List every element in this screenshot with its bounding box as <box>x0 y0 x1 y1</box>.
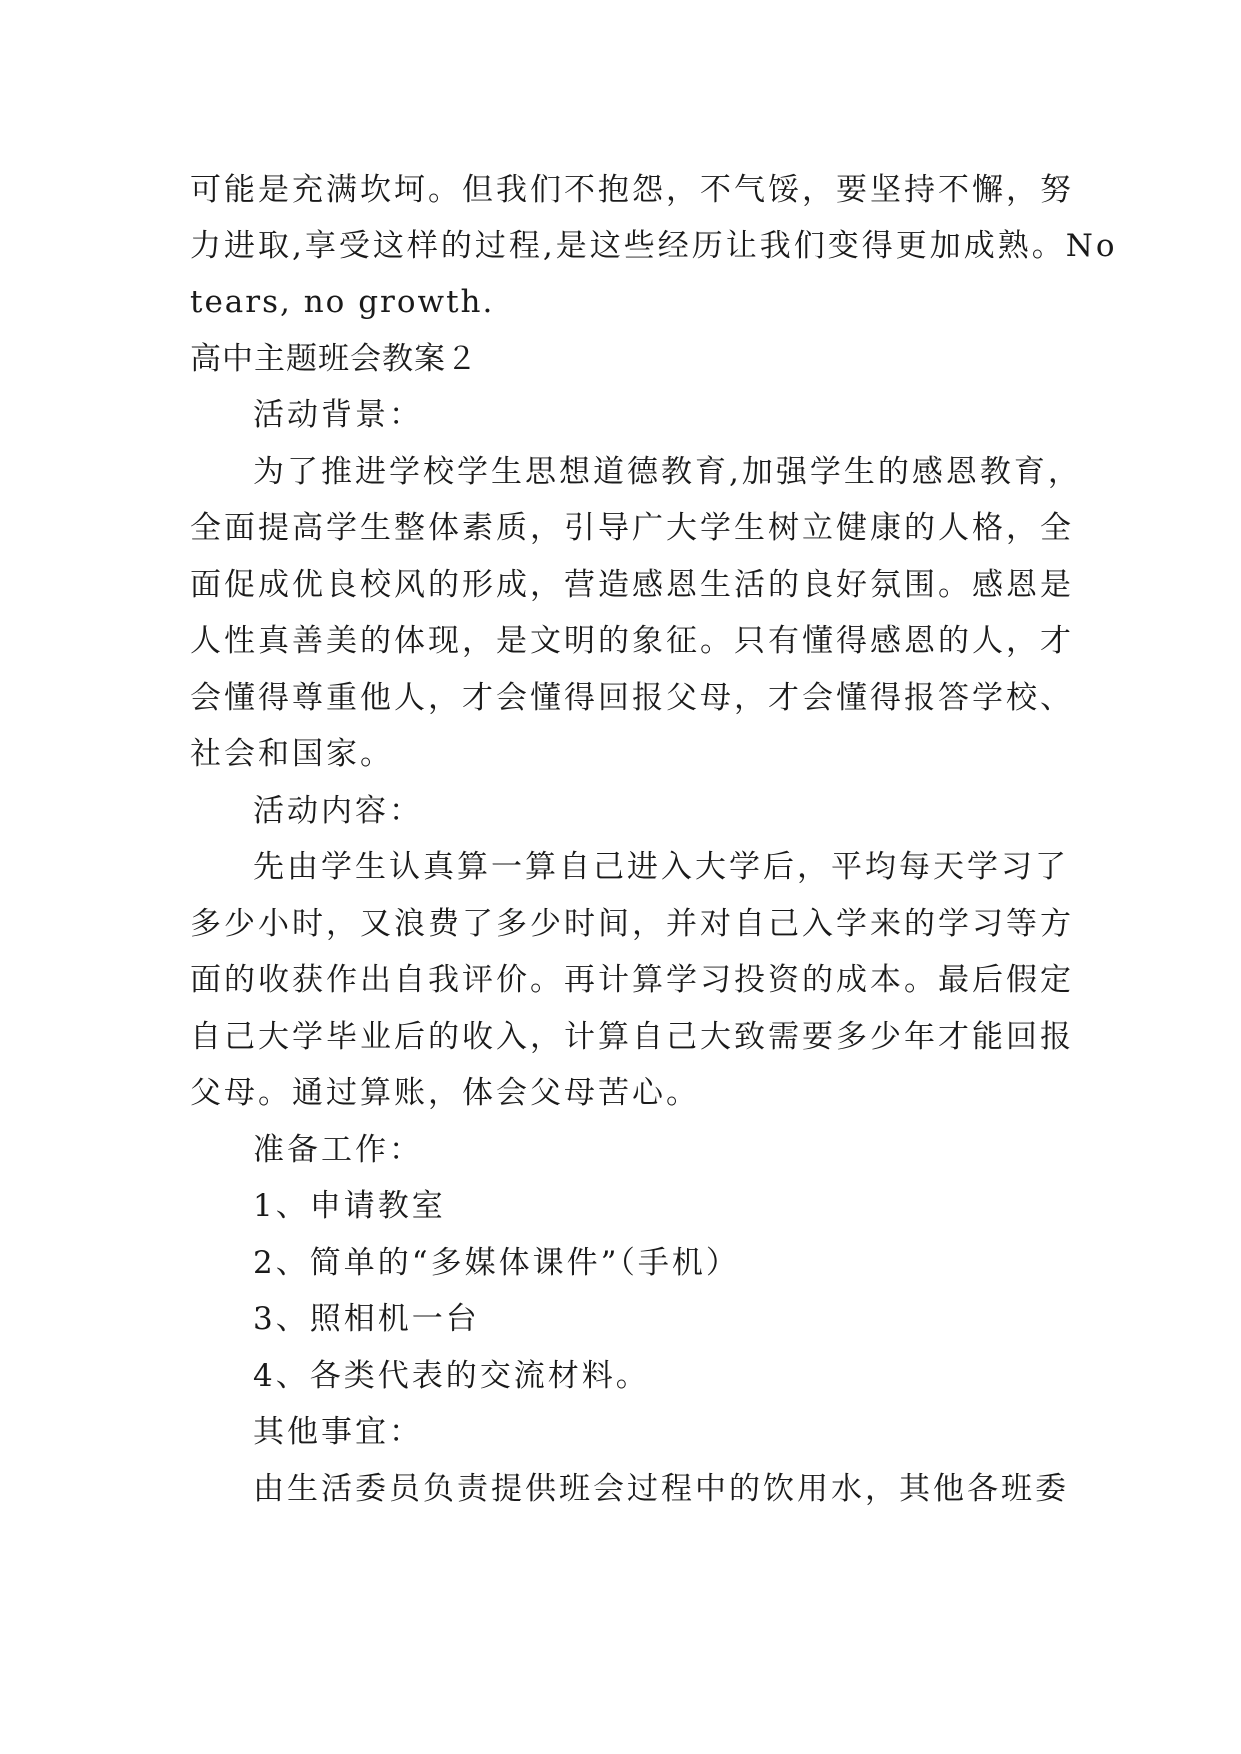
background-heading: 活动背景： <box>253 397 423 433</box>
other-heading: 其他事宜： <box>253 1414 423 1450</box>
preparation-item-1: 1、申请教室 <box>253 1188 446 1224</box>
content-line-4: 自己大学毕业后的收入，计算自己大致需要多少年才能回报 <box>190 1019 1074 1055</box>
preparation-item-4: 4、各类代表的交流材料。 <box>253 1358 650 1394</box>
preparation-item-3: 3、照相机一台 <box>253 1301 480 1337</box>
intro-line-2: 力进取,享受这样的过程,是这些经历让我们变得更加成熟。No <box>190 228 1118 264</box>
preparation-item-2: 2、简单的“多媒体课件”（手机） <box>253 1245 740 1281</box>
intro-line-1: 可能是充满坎坷。但我们不抱怨，不气馁，要坚持不懈，努 <box>190 172 1074 208</box>
background-line-3: 面促成优良校风的形成，营造感恩生活的良好氛围。感恩是 <box>190 567 1074 603</box>
content-line-1: 先由学生认真算一算自己进入大学后，平均每天学习了 <box>253 849 1069 885</box>
background-line-4: 人性真善美的体现，是文明的象征。只有懂得感恩的人，才 <box>190 623 1074 659</box>
preparation-heading: 准备工作： <box>253 1132 423 1168</box>
other-line-1: 由生活委员负责提供班会过程中的饮用水，其他各班委 <box>253 1471 1069 1507</box>
intro-line-3: tears, no growth. <box>190 284 495 320</box>
background-line-6: 社会和国家。 <box>190 736 394 772</box>
content-line-3: 面的收获作出自我评价。再计算学习投资的成本。最后假定 <box>190 962 1074 998</box>
content-line-5: 父母。通过算账，体会父母苦心。 <box>190 1075 700 1111</box>
content-line-2: 多少小时，又浪费了多少时间，并对自己入学来的学习等方 <box>190 906 1074 942</box>
section-title: 高中主题班会教案２ <box>190 341 478 377</box>
content-heading: 活动内容： <box>253 793 423 829</box>
background-line-5: 会懂得尊重他人，才会懂得回报父母，才会懂得报答学校、 <box>190 680 1074 716</box>
background-line-2: 全面提高学生整体素质，引导广大学生树立健康的人格，全 <box>190 510 1074 546</box>
background-line-1: 为了推进学校学生思想道德教育,加强学生的感恩教育， <box>253 454 1082 490</box>
